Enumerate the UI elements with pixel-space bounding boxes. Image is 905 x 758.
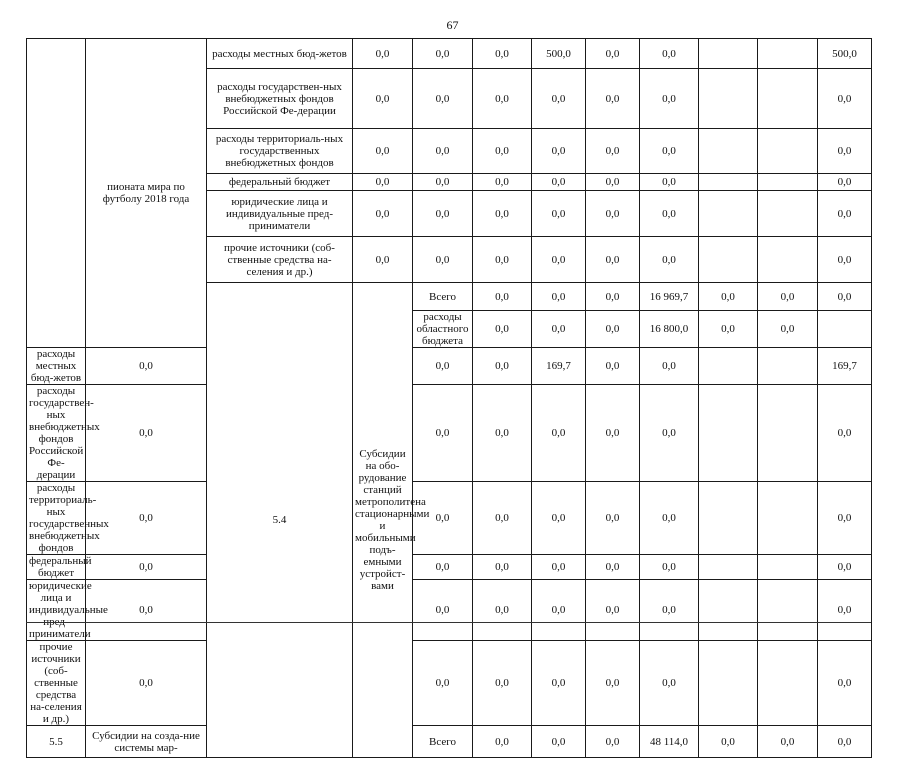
amount-cell <box>758 580 818 641</box>
amount-cell: 0,0 <box>353 191 413 237</box>
amount-cell: 0,0 <box>353 237 413 283</box>
table-row <box>27 348 872 385</box>
amount-cell <box>818 311 872 348</box>
table-row <box>27 482 872 555</box>
amount-cell <box>758 69 818 129</box>
amount-cell <box>758 555 818 580</box>
amount-cell: 0,0 <box>532 283 586 311</box>
amount-cell: 16 800,0 <box>640 311 699 348</box>
item-number-cell <box>27 39 86 348</box>
measure-name-cell: пионата мира по футболу 2018 года <box>86 39 207 348</box>
amount-cell: 0,0 <box>640 39 699 69</box>
amount-cell: 0,0 <box>413 174 473 191</box>
amount-cell: 0,0 <box>640 191 699 237</box>
amount-cell: 0,0 <box>413 385 473 482</box>
amount-cell <box>758 191 818 237</box>
amount-cell: 0,0 <box>473 174 532 191</box>
amount-cell: 0,0 <box>532 555 586 580</box>
total-cell: 500,0 <box>818 39 872 69</box>
funding-source-cell: Всего <box>413 726 473 758</box>
table-row <box>27 385 872 482</box>
amount-cell: 0,0 <box>86 555 207 580</box>
amount-cell <box>758 174 818 191</box>
amount-cell: 0,0 <box>473 69 532 129</box>
funding-source-cell: прочие источники (соб-ственные средства на-селения и др.) <box>207 237 353 283</box>
amount-cell: 0,0 <box>640 641 699 726</box>
amount-cell: 0,0 <box>758 283 818 311</box>
amount-cell <box>699 641 758 726</box>
amount-cell: 0,0 <box>699 311 758 348</box>
total-cell: 169,7 <box>818 348 872 385</box>
funding-source-cell: федеральный бюджет <box>27 555 86 580</box>
amount-cell: 0,0 <box>532 726 586 758</box>
amount-cell: 0,0 <box>413 641 473 726</box>
amount-cell <box>699 555 758 580</box>
total-cell: 0,0 <box>818 174 872 191</box>
amount-cell <box>699 69 758 129</box>
amount-cell: 0,0 <box>413 555 473 580</box>
funding-source-cell: расходы местных бюд-жетов <box>27 348 86 385</box>
total-cell: 0,0 <box>818 580 872 641</box>
amount-cell <box>758 385 818 482</box>
amount-cell: 0,0 <box>586 726 640 758</box>
amount-cell: 0,0 <box>532 174 586 191</box>
amount-cell <box>699 237 758 283</box>
funding-source-cell: прочие источники (соб-ственные средства на-селения и др.) <box>27 641 86 726</box>
amount-cell: 0,0 <box>586 191 640 237</box>
amount-cell: 0,0 <box>586 237 640 283</box>
amount-cell: 0,0 <box>586 580 640 641</box>
amount-cell: 16 969,7 <box>640 283 699 311</box>
amount-cell <box>699 191 758 237</box>
amount-cell: 0,0 <box>586 39 640 69</box>
amount-cell <box>758 129 818 174</box>
amount-cell: 0,0 <box>473 555 532 580</box>
budget-table-body <box>27 39 872 758</box>
amount-cell: 0,0 <box>473 385 532 482</box>
amount-cell: 0,0 <box>586 69 640 129</box>
amount-cell: 0,0 <box>586 555 640 580</box>
amount-cell: 0,0 <box>86 580 207 641</box>
total-cell: 0,0 <box>818 237 872 283</box>
amount-cell <box>699 129 758 174</box>
amount-cell: 0,0 <box>699 726 758 758</box>
page-bottom-rule <box>26 622 871 623</box>
table-row <box>27 39 872 69</box>
amount-cell: 0,0 <box>413 69 473 129</box>
total-cell: 0,0 <box>818 482 872 555</box>
amount-cell: 0,0 <box>86 348 207 385</box>
funding-source-cell: расходы территориаль-ных государственных внебюджетных фондов <box>27 482 86 555</box>
amount-cell: 0,0 <box>586 385 640 482</box>
amount-cell: 0,0 <box>86 385 207 482</box>
amount-cell <box>699 580 758 641</box>
amount-cell: 0,0 <box>532 191 586 237</box>
amount-cell: 0,0 <box>353 174 413 191</box>
amount-cell: 0,0 <box>473 311 532 348</box>
total-cell: 0,0 <box>818 191 872 237</box>
amount-cell: 0,0 <box>586 174 640 191</box>
amount-cell: 0,0 <box>413 237 473 283</box>
page-number: 67 <box>446 18 459 32</box>
amount-cell: 0,0 <box>586 311 640 348</box>
funding-source-cell: расходы территориаль-ных государственных внебюджетных фондов <box>207 129 353 174</box>
total-cell: 0,0 <box>818 385 872 482</box>
funding-source-cell: юридические лица и индивидуальные пред-приниматели <box>27 580 86 641</box>
amount-cell <box>758 348 818 385</box>
amount-cell: 0,0 <box>586 129 640 174</box>
funding-source-cell: расходы государствен-ных внебюджетных фондов Российской Фе-дерации <box>207 69 353 129</box>
funding-source-cell: юридические лица и индивидуальные пред-приниматели <box>207 191 353 237</box>
table-row <box>27 555 872 580</box>
amount-cell: 0,0 <box>640 69 699 129</box>
measure-name-cell: Субсидии на созда-ние системы мар- <box>86 726 207 758</box>
amount-cell: 0,0 <box>640 174 699 191</box>
amount-cell: 0,0 <box>473 237 532 283</box>
total-cell: 0,0 <box>818 129 872 174</box>
amount-cell: 0,0 <box>473 580 532 641</box>
total-cell: 0,0 <box>818 641 872 726</box>
amount-cell: 0,0 <box>532 237 586 283</box>
amount-cell: 0,0 <box>353 129 413 174</box>
amount-cell: 0,0 <box>532 580 586 641</box>
amount-cell: 0,0 <box>473 726 532 758</box>
amount-cell <box>758 39 818 69</box>
amount-cell: 0,0 <box>532 641 586 726</box>
funding-source-cell: расходы местных бюд-жетов <box>207 39 353 69</box>
budget-table <box>26 38 872 758</box>
amount-cell: 0,0 <box>532 482 586 555</box>
amount-cell: 0,0 <box>473 39 532 69</box>
amount-cell: 0,0 <box>640 580 699 641</box>
amount-cell <box>699 39 758 69</box>
amount-cell: 0,0 <box>640 348 699 385</box>
amount-cell: 0,0 <box>699 283 758 311</box>
amount-cell: 0,0 <box>758 311 818 348</box>
amount-cell: 0,0 <box>413 482 473 555</box>
item-number-cell: 5.4 <box>207 283 353 758</box>
total-cell: 0,0 <box>818 555 872 580</box>
amount-cell: 0,0 <box>473 482 532 555</box>
amount-cell: 0,0 <box>586 482 640 555</box>
amount-cell: 0,0 <box>473 348 532 385</box>
amount-cell: 0,0 <box>586 348 640 385</box>
amount-cell <box>699 385 758 482</box>
amount-cell: 0,0 <box>413 129 473 174</box>
amount-cell: 0,0 <box>640 129 699 174</box>
amount-cell: 0,0 <box>640 555 699 580</box>
amount-cell: 0,0 <box>353 69 413 129</box>
amount-cell: 0,0 <box>758 726 818 758</box>
amount-cell: 0,0 <box>532 311 586 348</box>
amount-cell <box>758 641 818 726</box>
amount-cell: 0,0 <box>818 726 872 758</box>
amount-cell: 0,0 <box>532 385 586 482</box>
funding-source-cell: Всего <box>413 283 473 311</box>
amount-cell <box>699 174 758 191</box>
amount-cell <box>758 237 818 283</box>
amount-cell: 0,0 <box>413 580 473 641</box>
amount-cell: 0,0 <box>473 191 532 237</box>
measure-name-cell: Субсидии на обо-рудование станций метрополитена стационарными и мобильными подъ-емными устройст-вами <box>353 283 413 758</box>
table-row <box>27 580 872 641</box>
amount-cell: 0,0 <box>473 641 532 726</box>
table-row <box>27 641 872 726</box>
amount-cell: 500,0 <box>532 39 586 69</box>
amount-cell <box>699 348 758 385</box>
amount-cell: 0,0 <box>532 129 586 174</box>
amount-cell: 0,0 <box>86 482 207 555</box>
amount-cell: 0,0 <box>413 39 473 69</box>
amount-cell: 0,0 <box>586 283 640 311</box>
amount-cell: 48 114,0 <box>640 726 699 758</box>
funding-source-cell: расходы областного бюджета <box>413 311 473 348</box>
amount-cell: 0,0 <box>86 641 207 726</box>
amount-cell: 0,0 <box>473 129 532 174</box>
amount-cell: 0,0 <box>413 348 473 385</box>
amount-cell: 0,0 <box>353 39 413 69</box>
amount-cell: 0,0 <box>532 69 586 129</box>
funding-source-cell: расходы государствен-ных внебюджетных фондов Российской Фе-дерации <box>27 385 86 482</box>
amount-cell <box>758 482 818 555</box>
amount-cell <box>699 482 758 555</box>
amount-cell: 0,0 <box>640 237 699 283</box>
amount-cell: 0,0 <box>640 385 699 482</box>
amount-cell: 0,0 <box>586 641 640 726</box>
amount-cell: 0,0 <box>640 482 699 555</box>
amount-cell: 0,0 <box>818 283 872 311</box>
amount-cell: 0,0 <box>413 191 473 237</box>
amount-cell: 169,7 <box>532 348 586 385</box>
item-number-cell: 5.5 <box>27 726 86 758</box>
total-cell: 0,0 <box>818 69 872 129</box>
table-row <box>27 726 872 758</box>
amount-cell: 0,0 <box>473 283 532 311</box>
funding-source-cell: федеральный бюджет <box>207 174 353 191</box>
